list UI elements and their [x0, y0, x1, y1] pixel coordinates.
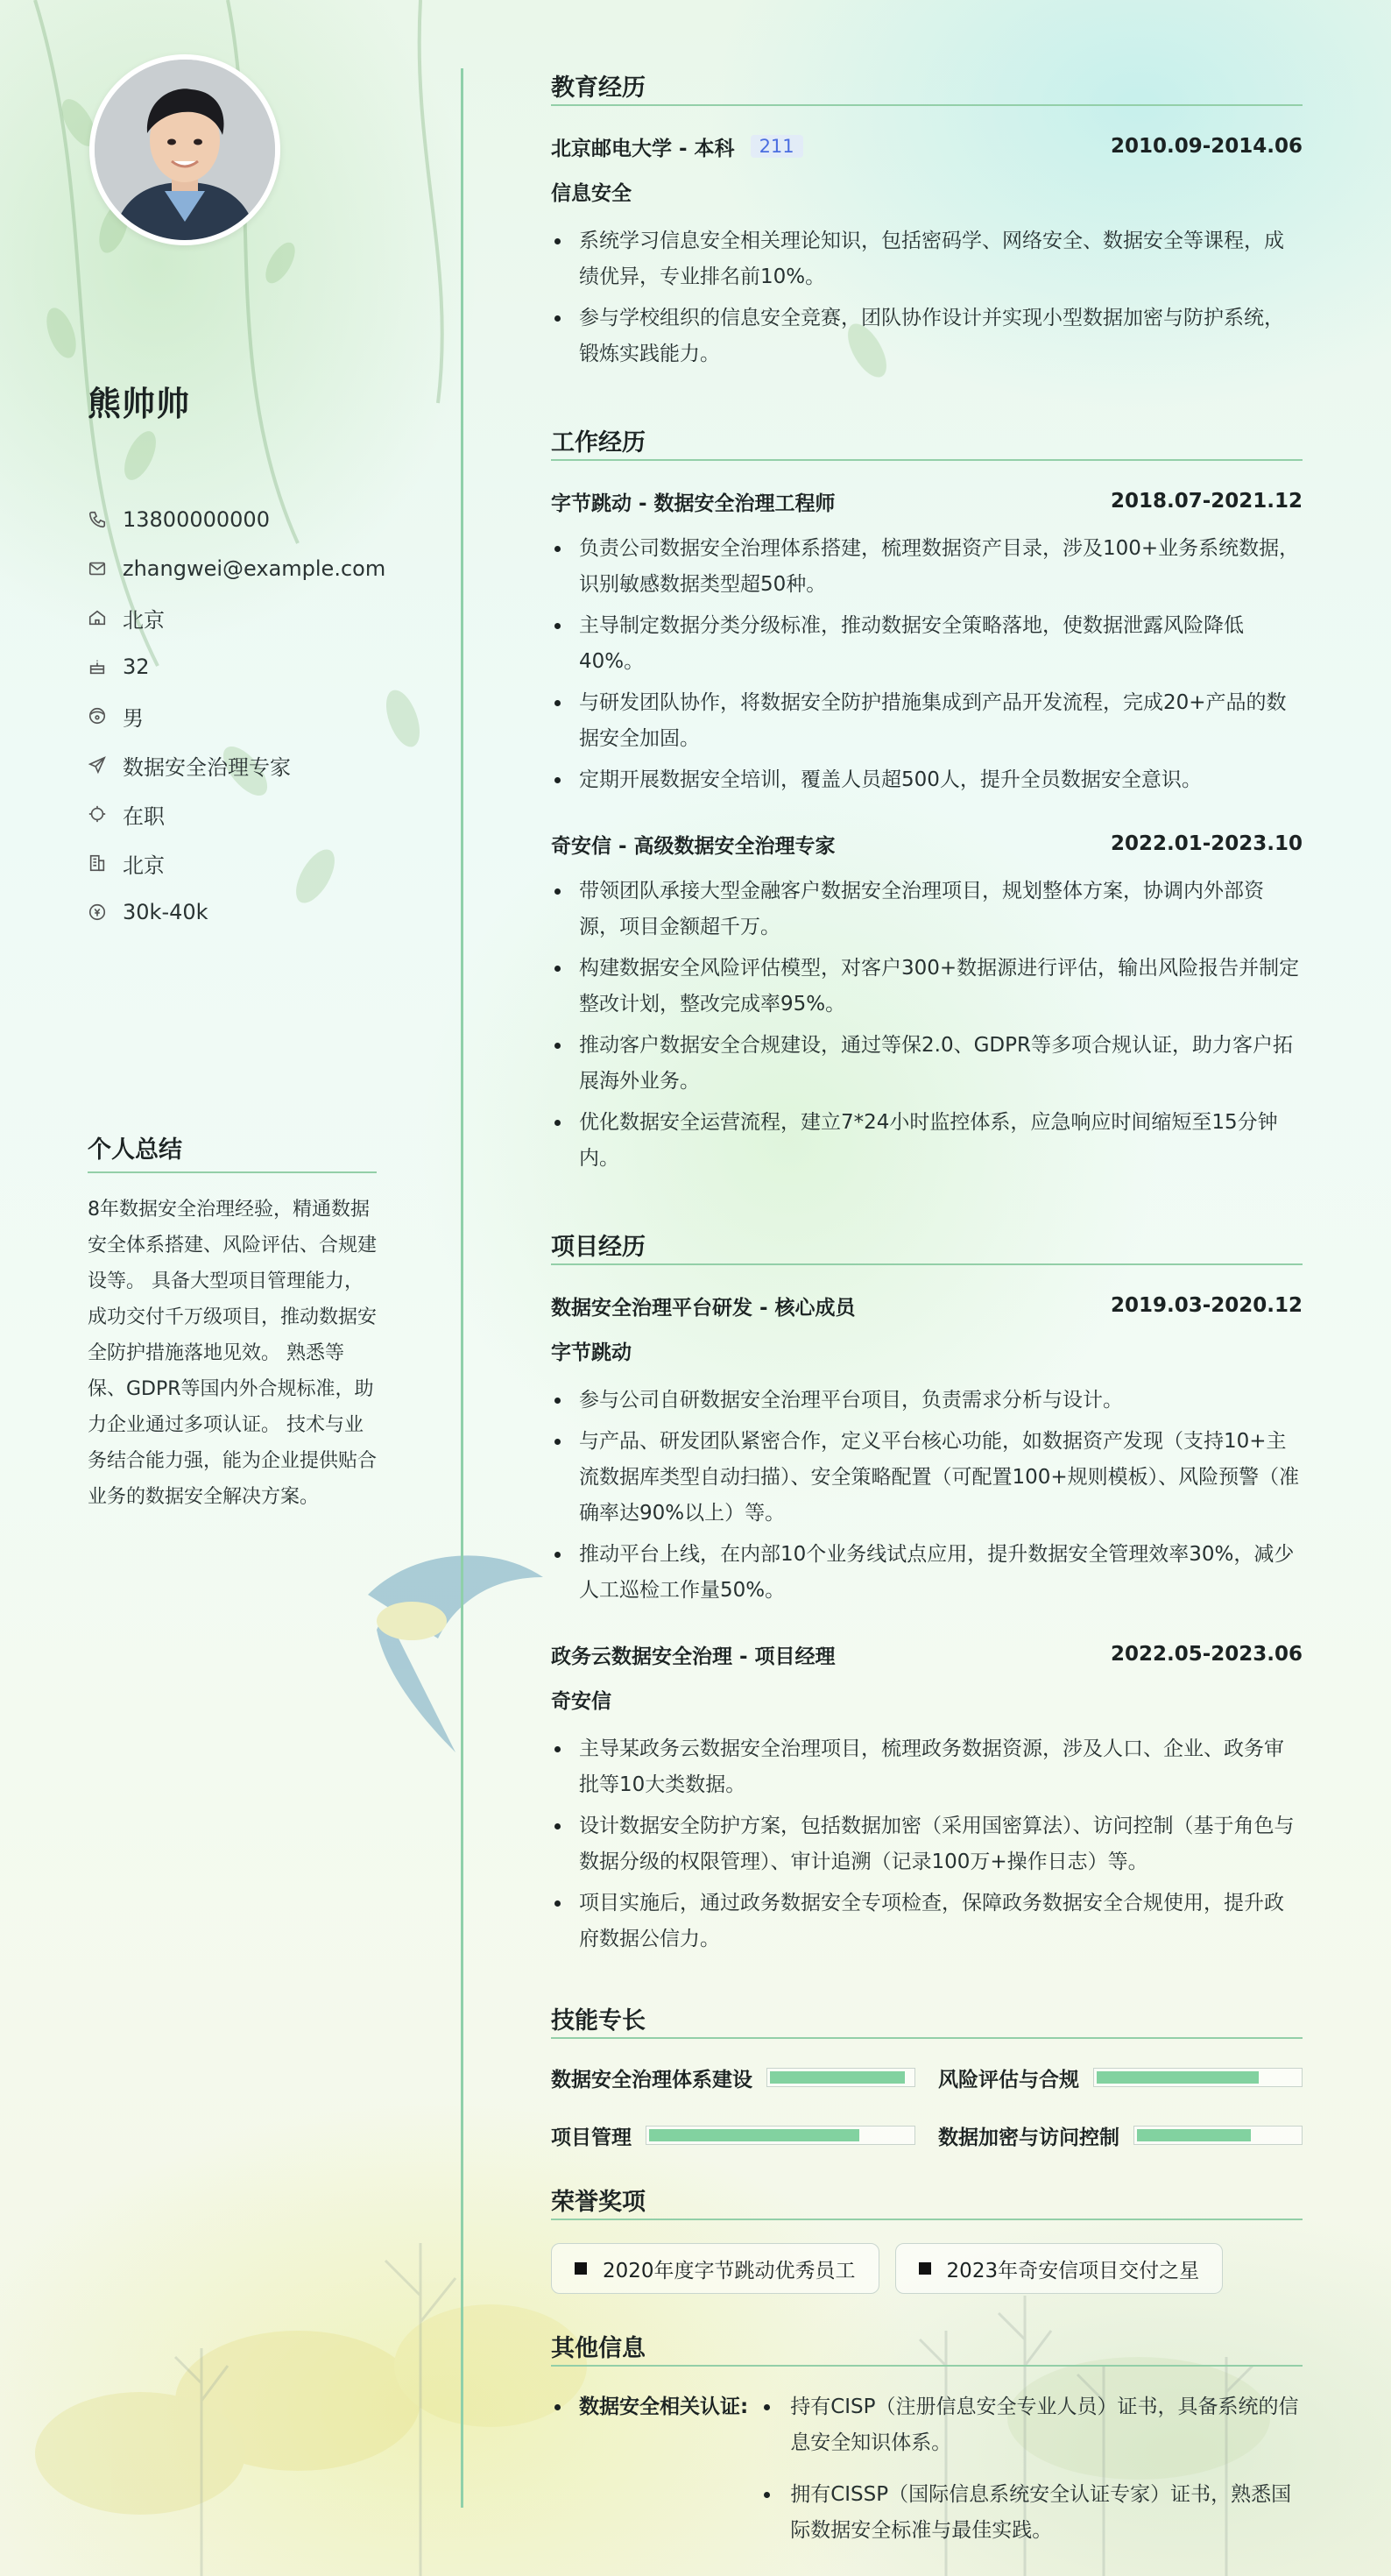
awards-heading: 荣誉奖项	[551, 2183, 1303, 2220]
info-salary-value: 30k-40k	[123, 900, 208, 924]
info-salary	[88, 888, 385, 937]
work-entry-bullets	[551, 531, 1303, 798]
list-item: 与研发团队协作，将数据安全防护措施集成到产品开发流程，完成20+产品的数据安全加固。	[551, 685, 1303, 757]
home-icon	[88, 608, 107, 627]
send-icon	[88, 755, 107, 775]
list-item: 定期开展数据安全培训，覆盖人员超500人，提升全员数据安全意识。	[551, 762, 1303, 798]
project-entry-org: 奇安信	[551, 1690, 611, 1713]
skill-item	[938, 2062, 1303, 2093]
summary-text: 8年数据安全治理经验，精通数据安全体系搭建、风险评估、合规建设等。 具备大型项目管理能力，成功交付千万级项目，推动数据安全防护措施落地见效。 熟悉等保、GDPR等国内外合规标准，助力企业通过多项认证。 技术与业务结合能力强，能为企业提供贴合业务的数据安全解决方案。	[88, 1199, 378, 1508]
project-entry-bullets	[551, 1731, 1303, 1957]
building-icon	[88, 853, 107, 873]
list-item: 构建数据安全风险评估模型，对客户300+数据源进行评估，输出风险报告并制定整改计划，整改完成率95%。	[551, 951, 1303, 1023]
work-entry-header	[551, 484, 1303, 519]
education-school: 北京邮电大学 - 本科	[551, 137, 735, 160]
list-item: 推动平台上线，在内部10个业务线试点应用，提升数据安全管理效率30%，减少人工巡检工作量50%。	[551, 1537, 1303, 1609]
info-age-value: 32	[123, 655, 150, 679]
list-item: 优化数据安全运营流程，建立7*24小时监控体系，应急响应时间缩短至15分钟内。	[551, 1105, 1303, 1177]
square-bullet-icon	[575, 2262, 587, 2275]
skill-item	[551, 2062, 915, 2093]
skills-heading: 技能专长	[551, 2001, 1303, 2039]
other-section	[551, 2329, 1303, 2565]
info-phone-value: 13800000000	[123, 507, 270, 532]
skill-level-bar	[1093, 2068, 1303, 2087]
certification-label: 数据安全相关认证:	[551, 2389, 748, 2565]
education-section	[551, 68, 1303, 372]
work-heading: 工作经历	[551, 423, 1303, 461]
info-city-value: 北京	[123, 853, 165, 878]
work-entry-bullets	[551, 874, 1303, 1177]
project-entry-title: 政务云数据安全治理 - 项目经理	[551, 1645, 836, 1668]
education-bullets	[551, 223, 1303, 372]
contact-info-list	[88, 495, 385, 937]
other-heading: 其他信息	[551, 2329, 1303, 2367]
info-title-value: 数据安全治理专家	[123, 754, 291, 780]
education-heading: 教育经历	[551, 68, 1303, 106]
info-email-value: zhangwei@example.com	[123, 556, 386, 581]
avatar-portrait-icon	[95, 60, 275, 240]
info-age	[88, 642, 385, 691]
work-entry-title: 字节跳动 - 数据安全治理工程师	[551, 492, 836, 515]
skill-name: 数据安全治理体系建设	[551, 2068, 752, 2091]
phone-icon	[88, 510, 107, 529]
list-item: 主导某政务云数据安全治理项目，梳理政务数据资源，涉及人口、企业、政务审批等10大类数据。	[551, 1731, 1303, 1803]
list-item: 项目实施后，通过政务数据安全专项检查，保障政务数据安全合规使用，提升政府数据公信力。	[551, 1886, 1303, 1957]
list-item: 持有CISP（注册信息安全专业人员）证书，具备系统的信息安全知识体系。	[760, 2389, 1303, 2461]
projects-heading: 项目经历	[551, 1228, 1303, 1265]
work-section	[551, 423, 1303, 1177]
skill-name: 项目管理	[551, 2126, 632, 2149]
skill-name: 风险评估与合规	[938, 2068, 1079, 2091]
project-entry-org: 字节跳动	[551, 1341, 632, 1364]
info-gender-value: 男	[123, 705, 144, 731]
skills-section	[551, 2001, 1303, 2151]
info-status	[88, 789, 385, 839]
skill-level-fill	[1097, 2071, 1259, 2084]
info-email	[88, 544, 385, 593]
certification-list	[760, 2389, 1303, 2565]
info-city	[88, 839, 385, 888]
summary-heading: 个人总结	[88, 1130, 377, 1173]
info-gender	[88, 691, 385, 740]
school-tag-badge: 211	[751, 135, 803, 158]
info-status-value: 在职	[123, 803, 165, 829]
candidate-name: 熊帅帅	[88, 385, 191, 423]
salary-icon	[88, 902, 107, 922]
list-item: 参与学校组织的信息安全竞赛，团队协作设计并实现小型数据加密与防护系统，锻炼实践能力。	[551, 301, 1303, 372]
list-item: 负责公司数据安全治理体系搭建，梳理数据资产目录，涉及100+业务系统数据，识别敏感数据类型超50种。	[551, 531, 1303, 603]
skill-name: 数据加密与访问控制	[938, 2126, 1119, 2149]
education-major: 信息安全	[551, 182, 632, 205]
award-label: 2020年度字节跳动优秀员工	[603, 2259, 856, 2282]
awards-list	[551, 2243, 1303, 2294]
info-title	[88, 740, 385, 789]
list-item: 推动客户数据安全合规建设，通过等保2.0、GDPR等多项合规认证，助力客户拓展海外业务。	[551, 1028, 1303, 1100]
skill-level-fill	[649, 2129, 859, 2141]
list-item: 参与公司自研数据安全治理平台项目，负责需求分析与设计。	[551, 1383, 1303, 1419]
skill-level-fill	[1137, 2129, 1251, 2141]
project-entry-title: 数据安全治理平台研发 - 核心成员	[551, 1296, 856, 1320]
skill-level-bar	[646, 2126, 915, 2145]
skills-grid	[551, 2062, 1303, 2151]
project-entry-date: 2019.03-2020.12	[1110, 1294, 1303, 1317]
list-item: 与产品、研发团队紧密合作，定义平台核心功能，如数据资产发现（支持10+主流数据库类型自动扫描）、安全策略配置（可配置100+规则模板）、风险预警（准确率达90%以上）等。	[551, 1424, 1303, 1532]
main-content	[551, 68, 1303, 2565]
award-chip	[551, 2243, 879, 2294]
project-entry-header	[551, 1637, 1303, 1672]
award-chip	[895, 2243, 1224, 2294]
gender-icon	[88, 706, 107, 725]
skill-item	[938, 2120, 1303, 2151]
info-phone	[88, 495, 385, 544]
column-divider	[461, 68, 463, 2508]
skill-level-bar	[766, 2068, 915, 2087]
project-entry-date: 2022.05-2023.06	[1110, 1643, 1303, 1666]
work-entry-title: 奇安信 - 高级数据安全治理专家	[551, 834, 836, 858]
education-entry-header	[551, 129, 1303, 164]
work-entry-date: 2018.07-2021.12	[1110, 490, 1303, 513]
project-entry-header	[551, 1288, 1303, 1323]
status-icon	[88, 804, 107, 824]
award-label: 2023年奇安信项目交付之星	[946, 2259, 1200, 2282]
list-item: 带领团队承接大型金融客户数据安全治理项目，规划整体方案，协调内外部资源，项目金额超千万。	[551, 874, 1303, 945]
info-location	[88, 593, 385, 642]
skill-level-bar	[1133, 2126, 1303, 2145]
skill-item	[551, 2120, 915, 2151]
education-school-line	[551, 132, 803, 161]
cake-icon	[88, 657, 107, 676]
list-item: 主导制定数据分类分级标准，推动数据安全策略落地，使数据泄露风险降低40%。	[551, 608, 1303, 680]
projects-section	[551, 1228, 1303, 1957]
other-info-row	[551, 2389, 1303, 2565]
list-item: 设计数据安全防护方案，包括数据加密（采用国密算法）、访问控制（基于角色与数据分级的权限管理）、审计追溯（记录100万+操作日志）等。	[551, 1808, 1303, 1880]
list-item: 系统学习信息安全相关理论知识，包括密码学、网络安全、数据安全等课程，成绩优异，专业排名前10%。	[551, 223, 1303, 295]
square-bullet-icon	[919, 2262, 931, 2275]
list-item: 拥有CISSP（国际信息系统安全认证专家）证书，熟悉国际数据安全标准与最佳实践。	[760, 2477, 1303, 2549]
project-entry-bullets	[551, 1383, 1303, 1609]
work-entry-date: 2022.01-2023.10	[1110, 832, 1303, 855]
avatar	[89, 54, 280, 245]
awards-section	[551, 2183, 1303, 2294]
skill-level-fill	[770, 2071, 905, 2084]
mail-icon	[88, 559, 107, 578]
education-date: 2010.09-2014.06	[1110, 135, 1303, 158]
work-entry-header	[551, 826, 1303, 861]
info-location-value: 北京	[123, 607, 165, 633]
